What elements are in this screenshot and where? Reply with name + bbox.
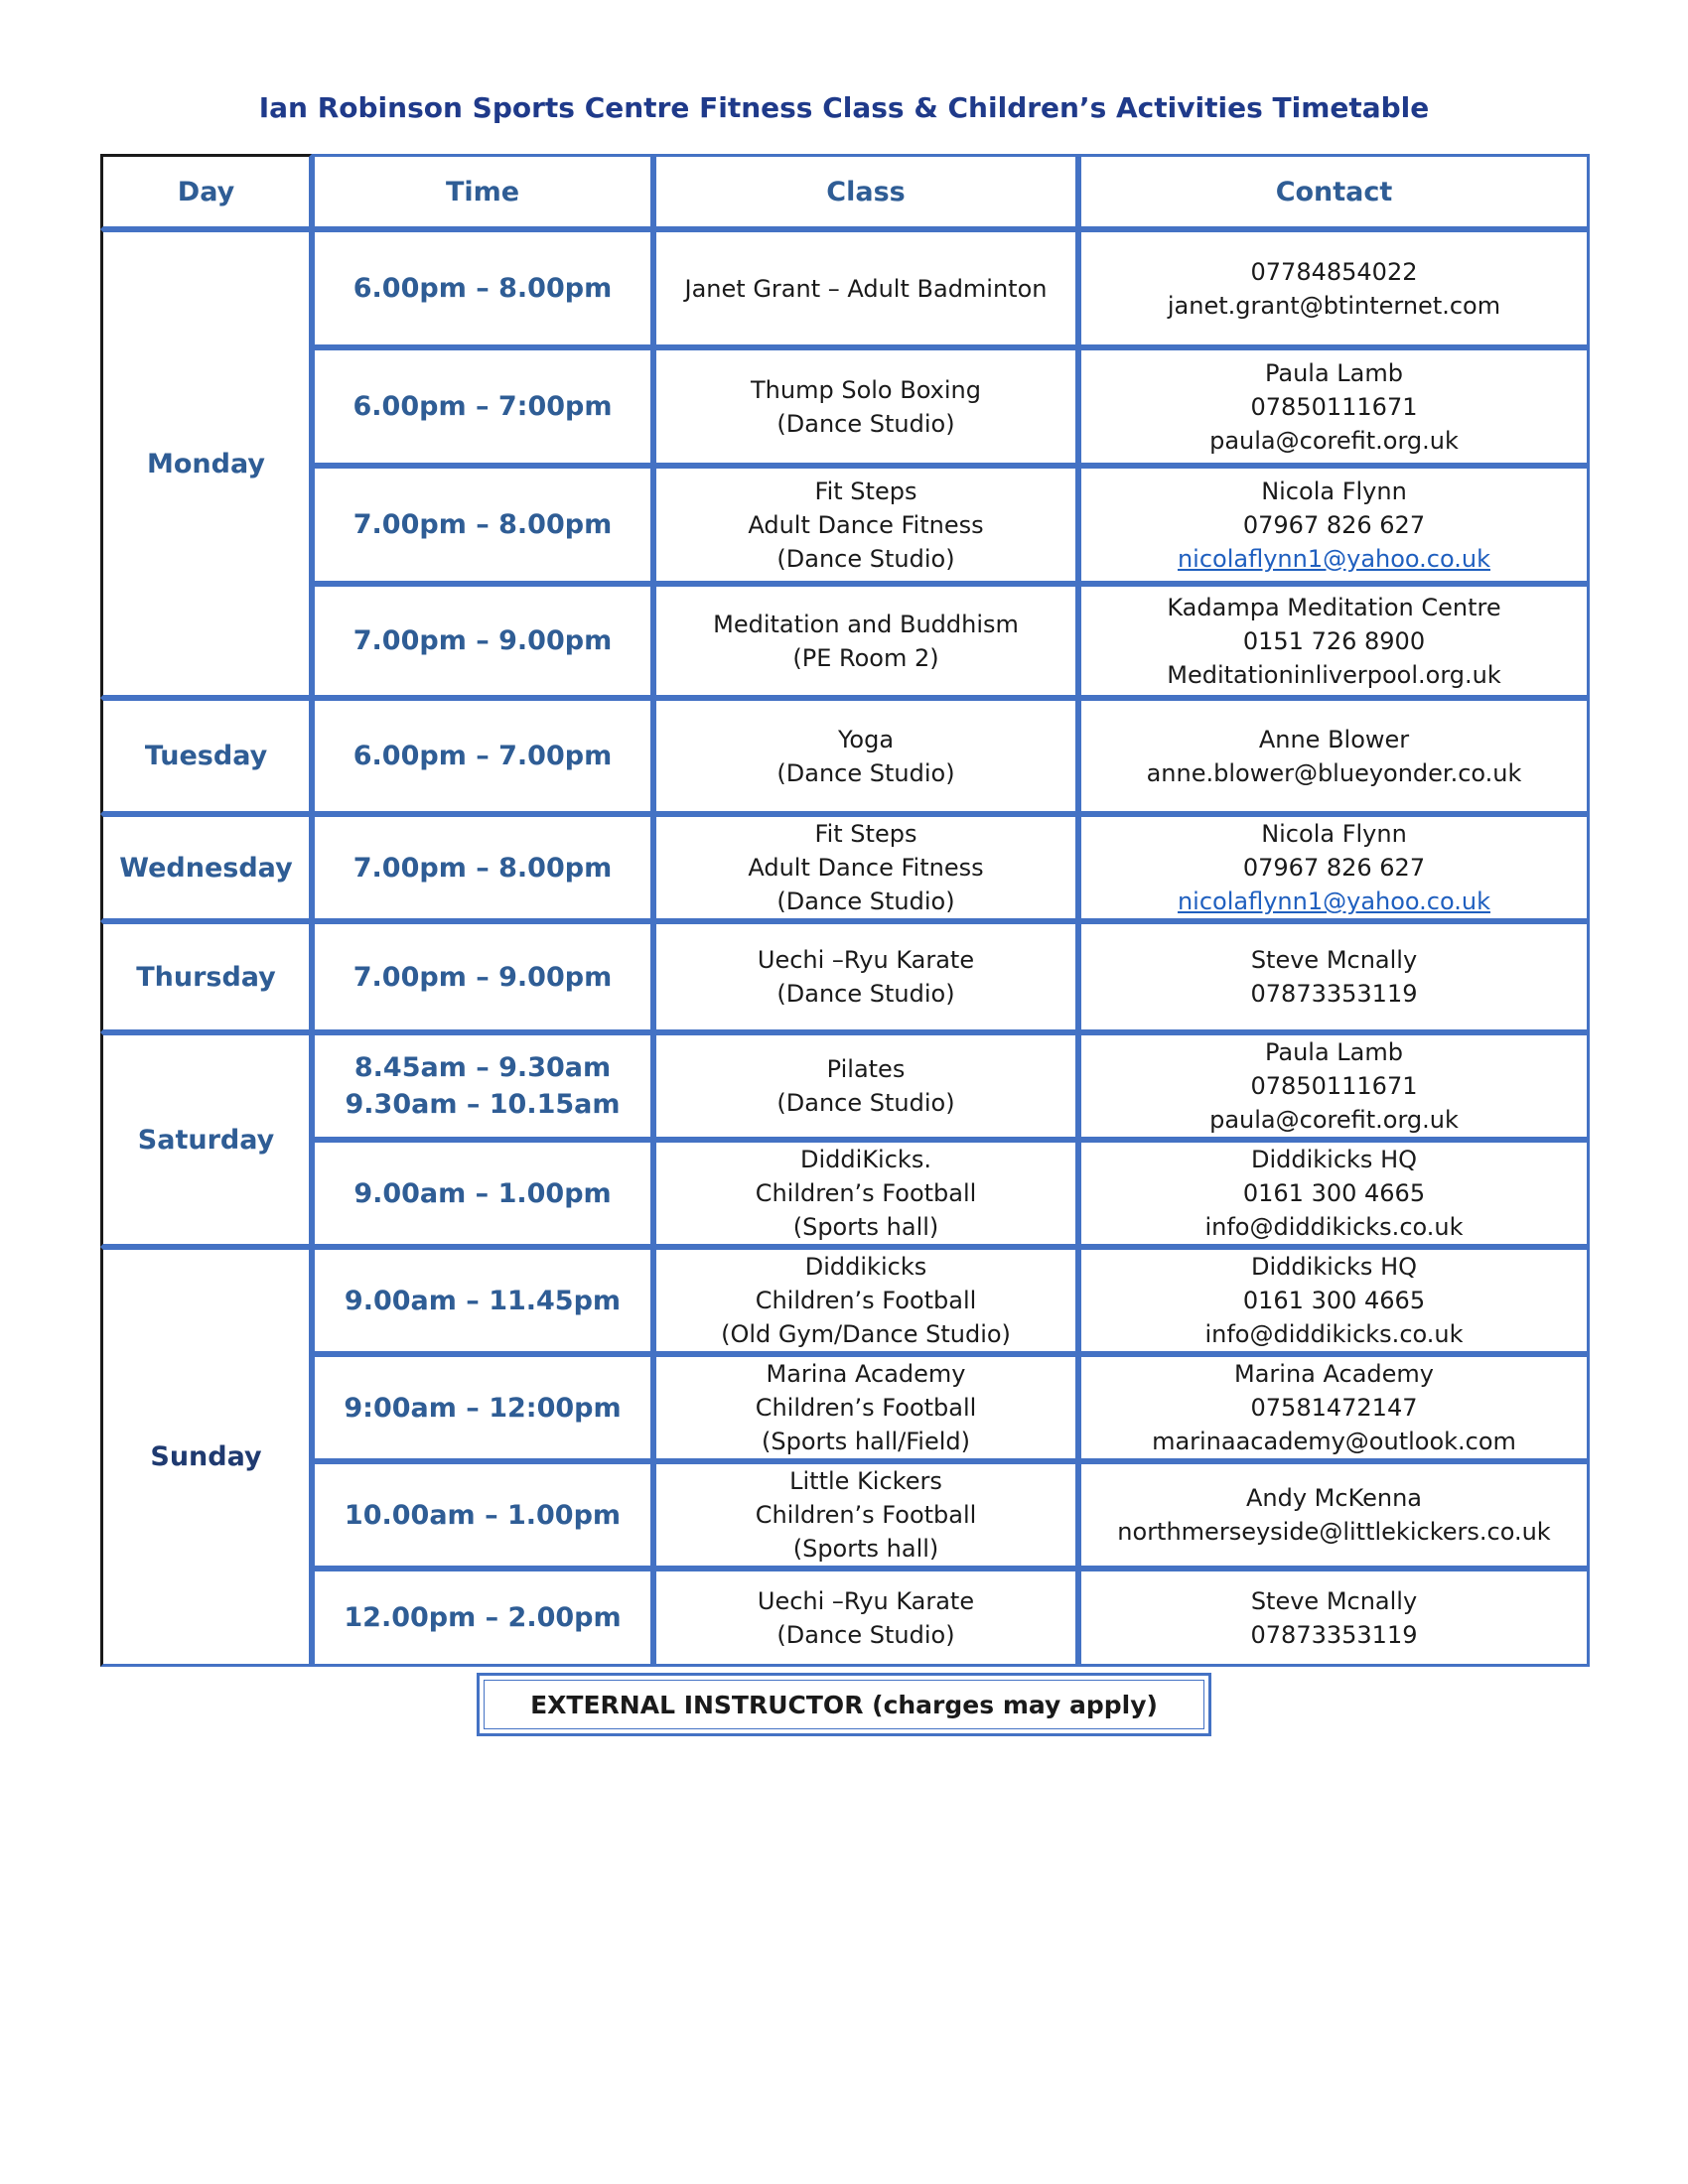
email-link[interactable]: nicolaflynn1@yahoo.co.uk — [1177, 887, 1491, 915]
table-row — [100, 1247, 1590, 1354]
table-row — [100, 1140, 1590, 1247]
time-cell: 10.00am – 1.00pm — [312, 1461, 653, 1569]
contact-cell: Nicola Flynn 07967 826 627 nicolaflynn1@yahoo.co.uk — [1078, 814, 1590, 921]
contact-cell: Anne Blower anne.blower@blueyonder.co.uk — [1078, 698, 1590, 814]
contact-cell: Nicola Flynn 07967 826 627 nicolaflynn1@yahoo.co.uk — [1078, 466, 1590, 584]
table-row — [100, 1354, 1590, 1461]
time-header: Time — [312, 154, 653, 229]
time-cell: 7.00pm – 8.00pm — [312, 466, 653, 584]
contact-header: Contact — [1078, 154, 1590, 229]
class-cell: Diddikicks Children’s Football (Old Gym/Dance Studio) — [653, 1247, 1078, 1354]
contact-cell: Marina Academy 07581472147 marinaacademy@outlook.com — [1078, 1354, 1590, 1461]
contact-cell: Diddikicks HQ 0161 300 4665 info@diddikicks.co.uk — [1078, 1140, 1590, 1247]
contact-cell: Kadampa Meditation Centre 0151 726 8900 Meditationinliverpool.org.uk — [1078, 584, 1590, 698]
class-cell: Little Kickers Children’s Football (Sports hall) — [653, 1461, 1078, 1569]
contact-cell: Paula Lamb 07850111671 paula@corefit.org.uk — [1078, 1032, 1590, 1140]
time-cell: 7.00pm – 9.00pm — [312, 921, 653, 1032]
class-cell: DiddiKicks. Children’s Football (Sports hall) — [653, 1140, 1078, 1247]
day-cell-monday: Monday — [100, 229, 312, 698]
class-cell: Marina Academy Children’s Football (Sports hall/Field) — [653, 1354, 1078, 1461]
day-cell-thursday: Thursday — [100, 921, 312, 1032]
class-cell: Uechi –Ryu Karate (Dance Studio) — [653, 921, 1078, 1032]
class-cell: Fit Steps Adult Dance Fitness (Dance Studio) — [653, 466, 1078, 584]
class-cell: Janet Grant – Adult Badminton — [653, 229, 1078, 347]
day-cell-sunday: Sunday — [100, 1247, 312, 1667]
table-row — [100, 1569, 1590, 1667]
email-link[interactable]: nicolaflynn1@yahoo.co.uk — [1177, 544, 1491, 573]
day-cell-wednesday: Wednesday — [100, 814, 312, 921]
class-cell: Thump Solo Boxing (Dance Studio) — [653, 347, 1078, 466]
contact-cell: Diddikicks HQ 0161 300 4665 info@diddikicks.co.uk — [1078, 1247, 1590, 1354]
time-cell: 6.00pm – 8.00pm — [312, 229, 653, 347]
time-cell: 8.45am – 9.30am 9.30am – 10.15am — [312, 1032, 653, 1140]
page-title: Ian Robinson Sports Centre Fitness Class & Children’s Activities Timetable — [258, 91, 1430, 124]
time-cell: 9.00am – 11.45pm — [312, 1247, 653, 1354]
class-cell: Yoga (Dance Studio) — [653, 698, 1078, 814]
table-row — [100, 1032, 1590, 1140]
table-row — [100, 584, 1590, 698]
table-row — [100, 229, 1590, 347]
day-cell-tuesday: Tuesday — [100, 698, 312, 814]
contact-cell: Andy McKenna northmerseyside@littlekickers.co.uk — [1078, 1461, 1590, 1569]
contact-cell: Steve Mcnally 07873353119 — [1078, 1569, 1590, 1667]
time-cell: 7.00pm – 8.00pm — [312, 814, 653, 921]
time-cell: 7.00pm – 9.00pm — [312, 584, 653, 698]
table-row — [100, 466, 1590, 584]
time-cell: 9:00am – 12:00pm — [312, 1354, 653, 1461]
contact-cell: Steve Mcnally 07873353119 — [1078, 921, 1590, 1032]
table-row — [100, 814, 1590, 921]
class-cell: Uechi –Ryu Karate (Dance Studio) — [653, 1569, 1078, 1667]
class-cell: Meditation and Buddhism (PE Room 2) — [653, 584, 1078, 698]
class-cell: Fit Steps Adult Dance Fitness (Dance Studio) — [653, 814, 1078, 921]
header-row — [100, 154, 1590, 229]
table-row — [100, 921, 1590, 1032]
time-cell: 9.00am – 1.00pm — [312, 1140, 653, 1247]
class-cell: Pilates (Dance Studio) — [653, 1032, 1078, 1140]
contact-cell: Paula Lamb 07850111671 paula@corefit.org.uk — [1078, 347, 1590, 466]
note-text: EXTERNAL INSTRUCTOR (charges may apply) — [530, 1690, 1158, 1719]
day-cell-saturday: Saturday — [100, 1032, 312, 1247]
table-row — [100, 1461, 1590, 1569]
contact-cell: 07784854022 janet.grant@btinternet.com — [1078, 229, 1590, 347]
time-cell: 6.00pm – 7:00pm — [312, 347, 653, 466]
table-row — [100, 347, 1590, 466]
table-row — [100, 698, 1590, 814]
timetable — [100, 154, 1590, 1667]
external-instructor-note — [477, 1673, 1211, 1736]
day-header: Day — [100, 154, 312, 229]
time-cell: 6.00pm – 7.00pm — [312, 698, 653, 814]
time-cell: 12.00pm – 2.00pm — [312, 1569, 653, 1667]
class-header: Class — [653, 154, 1078, 229]
